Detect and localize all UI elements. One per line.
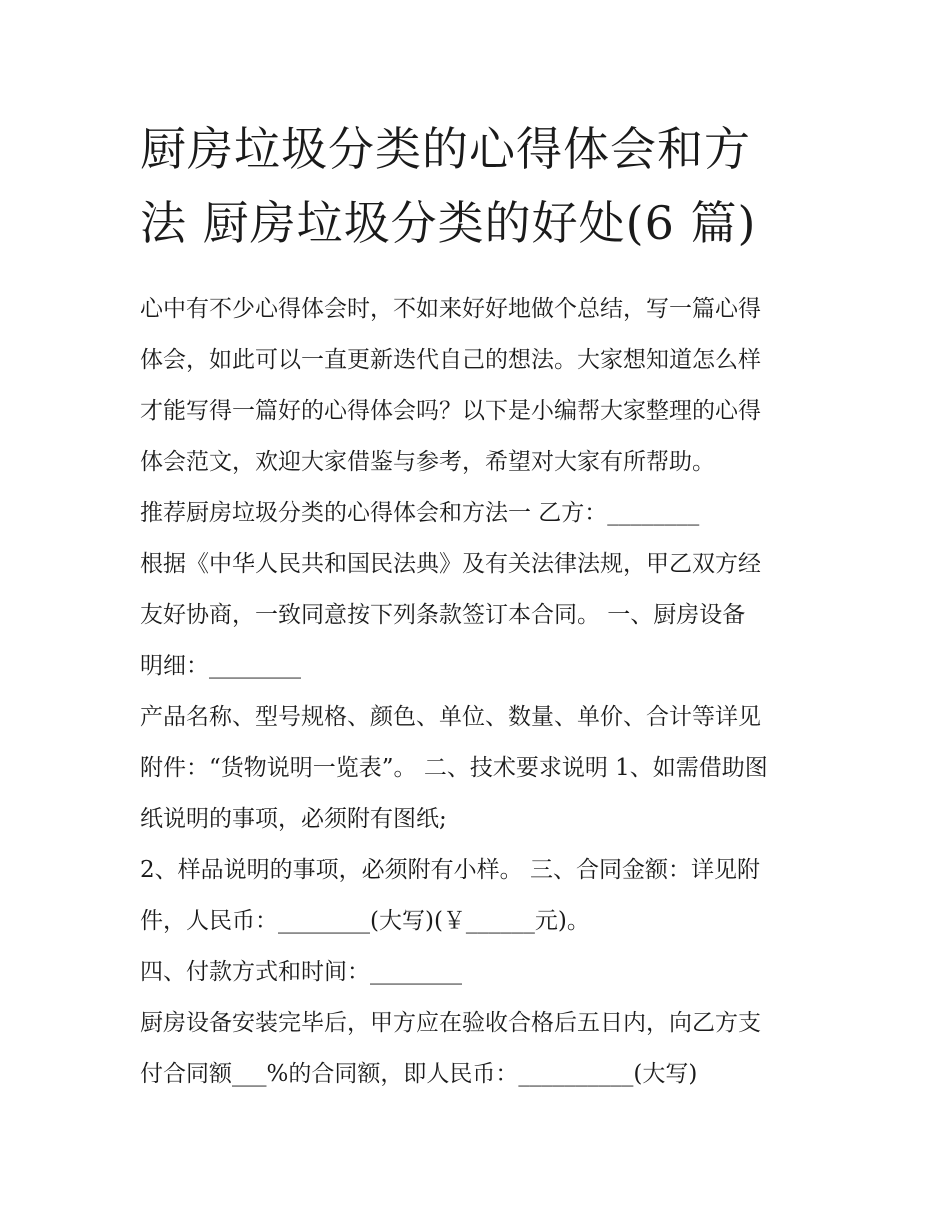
paragraph-samples-amount <box>140 845 820 947</box>
text-line: 2、样品说明的事项，必须附有小样。 三、合同金额：详见附 <box>140 857 760 883</box>
text-line: 附件：“货物说明一览表”。 二、技术要求说明 1、如需借助图 <box>140 755 768 781</box>
paragraph-basis <box>140 539 820 692</box>
text-line: 件，人民币：________(大写)(￥______元)。 <box>140 908 590 934</box>
paragraph-intro <box>140 284 820 488</box>
document-page <box>140 112 820 1100</box>
paragraph-product-details <box>140 692 820 845</box>
text-line: 厨房设备安装完毕后，甲方应在验收合格后五日内，向乙方支 <box>140 1010 761 1036</box>
text-line: 体会，如此可以一直更新迭代自己的想法。大家想知道怎么样 <box>140 347 761 373</box>
paragraph-payment <box>140 947 820 998</box>
text-line: 才能写得一篇好的心得体会吗？以下是小编帮大家整理的心得 <box>140 398 761 424</box>
text-line: 产品名称、型号规格、颜色、单位、数量、单价、合计等详见 <box>140 704 761 730</box>
text-line: 体会范文，欢迎大家借鉴与参考，希望对大家有所帮助。 <box>140 449 715 475</box>
text-line: 四、付款方式和时间：________ <box>140 959 462 985</box>
text-line: 纸说明的事项，必须附有图纸; <box>140 806 447 832</box>
title-line: 厨房垃圾分类的心得体会和方 <box>140 122 751 176</box>
document-body <box>140 284 820 1100</box>
paragraph-party-b <box>140 488 820 539</box>
text-line: 付合同额___%的合同额，即人民币：__________(大写) <box>140 1061 698 1087</box>
text-line: 友好协商，一致同意按下列条款签订本合同。 一、厨房设备 <box>140 602 746 628</box>
text-line: 推荐厨房垃圾分类的心得体会和方法一 乙方：________ <box>140 500 700 526</box>
document-title <box>140 112 820 260</box>
title-line: 法 厨房垃圾分类的好处(6 篇) <box>140 196 757 250</box>
text-line: 根据《中华人民共和国民法典》及有关法律法规，甲乙双方经 <box>140 551 761 577</box>
paragraph-installation <box>140 998 820 1100</box>
text-line: 明细：________ <box>140 653 301 679</box>
text-line: 心中有不少心得体会时，不如来好好地做个总结，写一篇心得 <box>140 296 761 322</box>
